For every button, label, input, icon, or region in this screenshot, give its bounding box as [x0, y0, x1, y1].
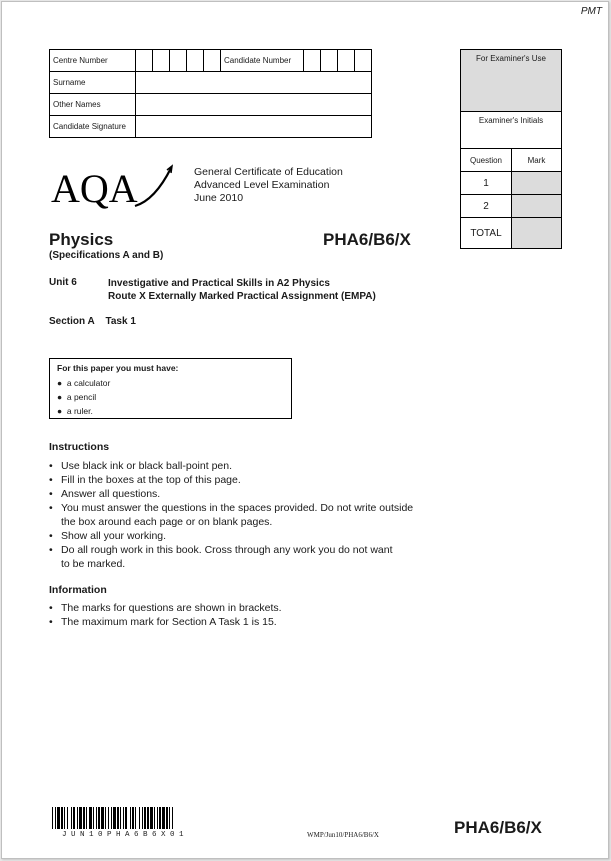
unit-description — [108, 277, 376, 303]
signature-label: Candidate Signature — [50, 116, 136, 138]
barcode-bar — [64, 807, 65, 829]
barcode-bar — [157, 807, 158, 829]
barcode-bar — [83, 807, 85, 829]
barcode-bar — [142, 807, 143, 829]
candidate-number-box[interactable] — [304, 50, 321, 72]
barcode-bar — [52, 807, 53, 829]
pmt-label: PMT — [580, 6, 602, 17]
barcode-bar — [108, 807, 109, 829]
barcode-bar — [139, 807, 140, 829]
aqa-logo — [49, 162, 175, 214]
barcode-bar — [89, 807, 92, 829]
barcode-bar — [55, 807, 56, 829]
qualification-line: Advanced Level Examination — [194, 179, 330, 191]
barcode-bar — [159, 807, 161, 829]
barcode-bar — [123, 807, 124, 829]
paper-code: PHA6/B6/X — [323, 230, 411, 249]
exam-page — [1, 1, 609, 859]
instruction-item: • Use black ink or black ball-point pen. — [49, 460, 233, 472]
barcode-bar — [111, 807, 112, 829]
question-column-header: Question — [461, 149, 512, 172]
barcode-bar — [147, 807, 149, 829]
barcode-bar — [166, 807, 168, 829]
barcode-bar — [113, 807, 116, 829]
mark-cell — [512, 195, 562, 218]
section-task: Section A Task 1 — [49, 316, 136, 327]
barcode-bar — [130, 807, 131, 829]
examiners-initials-label: Examiner's Initials — [461, 112, 562, 149]
examiner-table — [460, 49, 562, 249]
barcode-bar — [71, 807, 72, 829]
must-have-heading: For this paper you must have: — [57, 363, 179, 373]
unit-description-line: Route X Externally Marked Practical Assignment (EMPA) — [108, 291, 376, 302]
barcode-bar — [117, 807, 119, 829]
information-item: • The maximum mark for Section A Task 1 is 15. — [49, 616, 277, 628]
centre-number-box[interactable] — [153, 50, 170, 72]
qualification-block — [194, 166, 343, 205]
barcode-bar — [96, 807, 97, 829]
must-have-box — [49, 358, 292, 419]
footer-paper-code: PHA6/B6/X — [454, 818, 542, 837]
question-number: 1 — [461, 172, 512, 195]
barcode-bar — [172, 807, 173, 829]
other-names-field[interactable] — [136, 94, 372, 116]
surname-label: Surname — [50, 72, 136, 94]
barcode-bar — [77, 807, 78, 829]
wmp-reference: WMP/Jun10/PHA6/B6/X — [307, 831, 379, 839]
total-label: TOTAL — [461, 218, 512, 249]
centre-number-box[interactable] — [204, 50, 221, 72]
barcode-text: JUN10PHA6B6X01 — [62, 831, 189, 839]
must-have-item: ● a pencil — [57, 392, 97, 402]
question-number: 2 — [461, 195, 512, 218]
barcode-bar — [132, 807, 134, 829]
information-heading: Information — [49, 584, 107, 596]
candidate-number-label: Candidate Number — [221, 50, 304, 72]
barcode-bar — [135, 807, 136, 829]
barcode-bar — [120, 807, 121, 829]
qualification-line: General Certificate of Education — [194, 166, 343, 178]
barcode-bar — [101, 807, 104, 829]
barcode-bar — [93, 807, 94, 829]
instruction-item: • You must answer the questions in the spaces provided. Do not write outside the box around each page or on blank pages. — [49, 502, 414, 528]
barcode-bar — [86, 807, 87, 829]
total-mark-cell — [512, 218, 562, 249]
mark-column-header: Mark — [512, 149, 562, 172]
information-list — [49, 601, 469, 629]
barcode-bar — [125, 807, 127, 829]
examiners-use-heading: For Examiner's Use — [461, 50, 562, 112]
barcode-bar — [57, 807, 60, 829]
centre-number-box[interactable] — [187, 50, 204, 72]
signature-field[interactable] — [136, 116, 372, 138]
barcode-bar — [98, 807, 100, 829]
barcode-bar — [169, 807, 170, 829]
instructions-heading: Instructions — [49, 441, 110, 453]
unit-label: Unit 6 — [49, 277, 77, 288]
mark-cell — [512, 172, 562, 195]
candidate-number-box[interactable] — [338, 50, 355, 72]
barcode-bar — [67, 807, 68, 829]
other-names-label: Other Names — [50, 94, 136, 116]
barcode-bar — [105, 807, 106, 829]
centre-number-label: Centre Number — [50, 50, 136, 72]
information-item: • The marks for questions are shown in brackets. — [49, 602, 282, 614]
barcode-bar — [144, 807, 146, 829]
candidate-number-box[interactable] — [321, 50, 338, 72]
unit-description-line: Investigative and Practical Skills in A2 Physics — [108, 278, 330, 289]
aqa-logo-text: AQA — [51, 166, 138, 211]
barcode — [52, 807, 242, 829]
instruction-item: • Answer all questions. — [49, 488, 161, 500]
centre-number-box[interactable] — [170, 50, 187, 72]
instruction-item: • Show all your working. — [49, 530, 167, 542]
instruction-item: • Do all rough work in this book. Cross through any work you do not want to be marked. — [49, 544, 393, 570]
candidate-details-table — [49, 49, 372, 138]
barcode-bar — [154, 807, 155, 829]
specification: (Specifications A and B) — [49, 250, 164, 261]
candidate-number-box[interactable] — [355, 50, 372, 72]
centre-number-box[interactable] — [136, 50, 153, 72]
barcode-bar — [73, 807, 75, 829]
barcode-bar — [61, 807, 63, 829]
must-have-item: ● a calculator — [57, 378, 111, 388]
instructions-list — [49, 459, 469, 571]
surname-field[interactable] — [136, 72, 372, 94]
barcode-bar — [162, 807, 165, 829]
barcode-bar — [150, 807, 153, 829]
instruction-item: • Fill in the boxes at the top of this page. — [49, 474, 241, 486]
must-have-item: ● a ruler. — [57, 406, 93, 416]
subject-title: Physics — [49, 230, 114, 249]
exam-date: June 2010 — [194, 192, 244, 204]
barcode-bar — [79, 807, 82, 829]
